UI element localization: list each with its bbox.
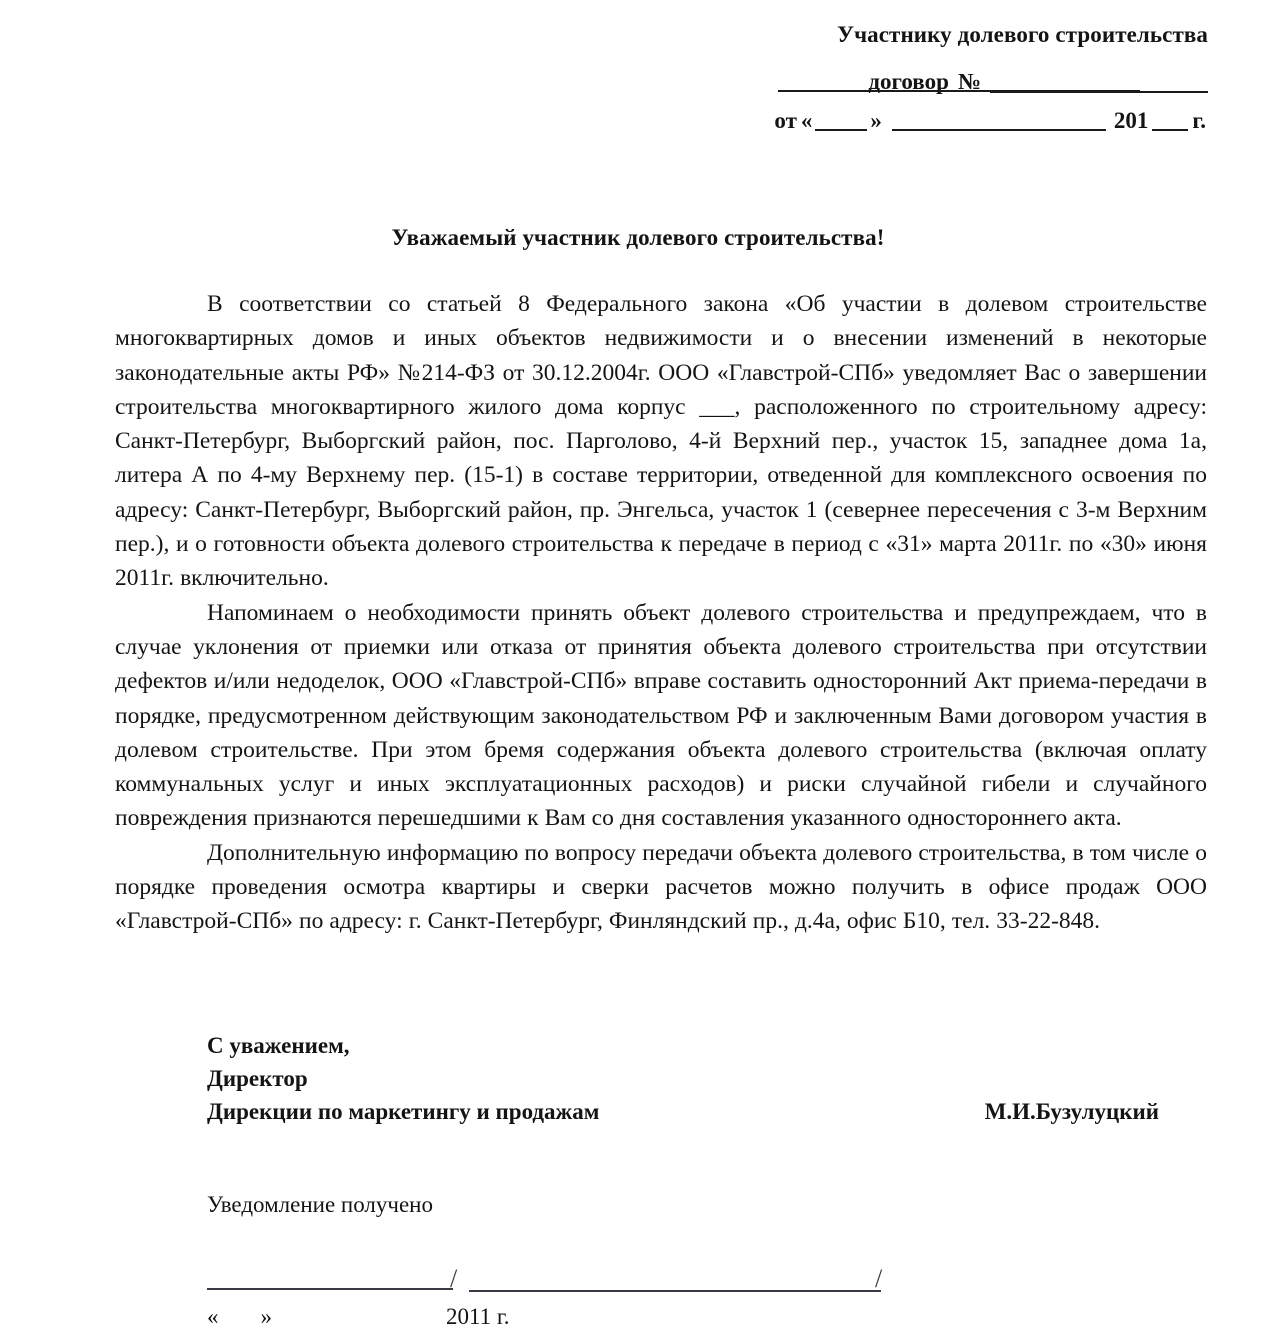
signatory-name: М.И.Бузулуцкий: [984, 1099, 1159, 1124]
body-paragraph-3: Дополнительную информацию по вопросу передачи объекта долевого строительства, в том числе о порядке проведения осмотра квартиры и сверки расчетов можно получить в офисе продаж ООО «Главстрой-СПб» по адресу: г. Санкт-Петербург, Финляндский пр., д.4а, офис Б10, тел. 33-22-848.: [115, 839, 1207, 935]
ack-year: 2011 г.: [446, 1304, 510, 1324]
contract-label: договор: [868, 68, 949, 94]
acknowledgement-block: [207, 1190, 1207, 1324]
ack-date-row: [207, 1304, 510, 1324]
year-prefix: 201: [1113, 107, 1149, 133]
contract-month-blank[interactable]: [892, 129, 1106, 131]
signature-title-line-2: Дирекции по маркетингу и продажам: [207, 1099, 600, 1124]
greeting-heading: Уважаемый участник долевого строительства!: [391, 225, 885, 250]
ack-separator-slash-1: /: [450, 1264, 458, 1293]
contract-day-blank[interactable]: [815, 129, 867, 131]
date-prefix: от: [774, 107, 797, 133]
contract-date-row: [648, 108, 1208, 135]
letter-body: [115, 287, 1207, 939]
body-paragraph-1: В соответствии со статьей 8 Федерального закона «Об участии в долевом строительстве многоквартирных домов и иных объектов недвижимости и о внесении изменений в некоторые законодательные акты РФ» №214-ФЗ от 30.12.2004г. ООО «Главстрой-СПб» уведомляет Вас о завершении строительства многоквартирного жилого дома корпус ___, расположенного по строительному адресу: Санкт-Петербург, Выборгский район, пос. Парголово, 4-й Верхний пер., участок 15, западнее дома 1а, литера А по 4-му Верхнему пер. (15-1) в составе территории, отведенной для комплексного освоения по адресу: Санкт-Петербург, Выборгский район, пр. Энгельса, участок 1 (севернее пересечения с 3-м Верхним пер.), и о готовности объекта долевого строительства к передаче в период с «31» марта 2011г. по «30» июня 2011г. включительно.: [115, 291, 1207, 592]
acknowledgement-title: Уведомление получено: [207, 1192, 433, 1217]
ack-quote-close: »: [260, 1304, 272, 1324]
addressee-header: [648, 22, 1208, 135]
signature-title-line-1: Директор: [207, 1066, 308, 1091]
acknowledgement-signature-lines: [207, 1266, 907, 1324]
ack-fullname-blank[interactable]: [469, 1290, 881, 1292]
contract-year-blank[interactable]: [1152, 129, 1188, 131]
signature-closing: С уважением,: [207, 1033, 350, 1058]
signature-title-name-row: [207, 1095, 1159, 1128]
signature-block: [207, 1029, 1207, 1128]
number-sign: №: [957, 68, 981, 94]
ack-signature-blank[interactable]: [207, 1288, 453, 1290]
ack-quote-open: «: [207, 1304, 219, 1324]
quote-close-day: »: [870, 107, 882, 133]
contract-top-rule: [778, 90, 1140, 92]
ack-separator-slash-2: /: [875, 1264, 883, 1293]
body-paragraph-2: Напоминаем о необходимости принять объект долевого строительства и предупреждаем, что в случае уклонения от приемки или отказа от принятия объекта долевого строительства при отсутствии дефектов и/или недоделок, ООО «Главстрой-СПб» вправе составить односторонний Акт приема-передачи в порядке, предусмотренном действующим законодательством РФ и заключенным Вами договором участия в долевом строительстве. При этом бремя содержания объекта долевого строительства (включая оплату коммунальных услуг и иных эксплуатационных расходов) и риски случайной гибели и случайного повреждения признаются перешедшими к Вам со дня составления указанного одностороннего акта.: [115, 599, 1207, 832]
year-suffix: г.: [1192, 107, 1206, 133]
quote-open-day: «: [800, 107, 813, 133]
addressee-title: Участнику долевого строительства: [837, 22, 1208, 47]
